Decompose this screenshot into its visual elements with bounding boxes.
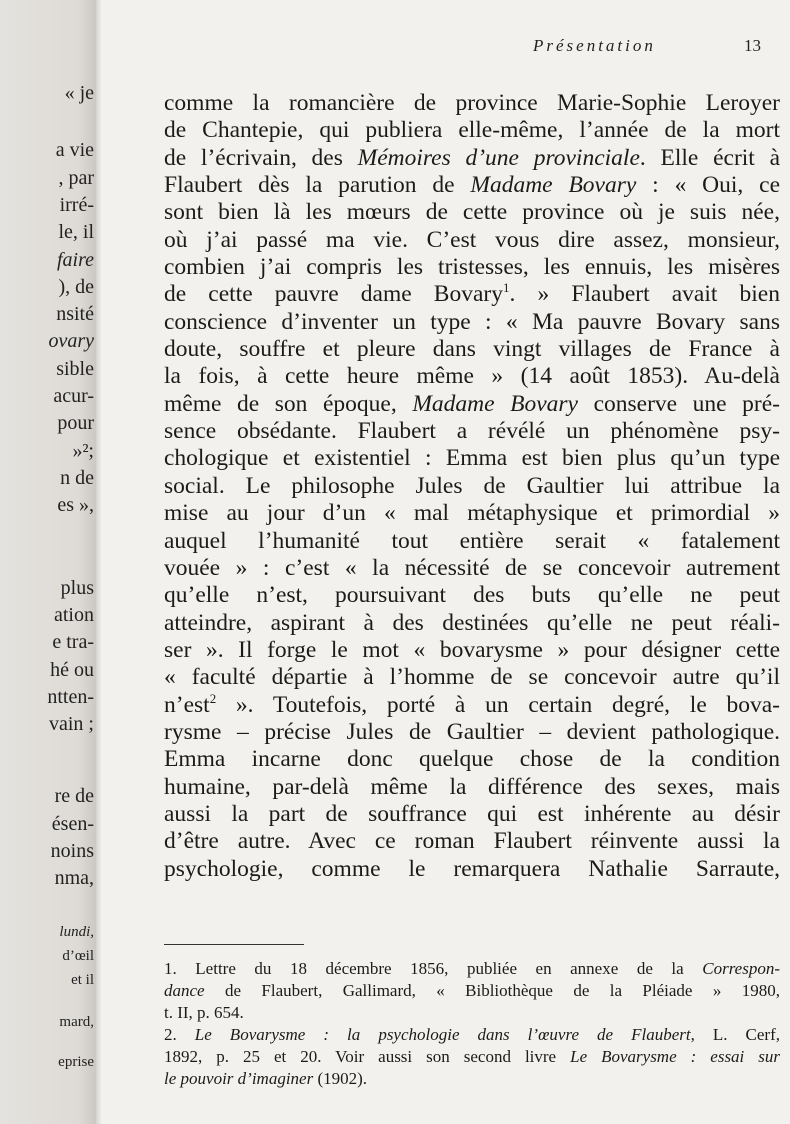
- text-line: [164, 856, 780, 883]
- text-run: psychologie, comme le remarquera Nathalie Sarraute,: [164, 855, 780, 882]
- italic-text: Madame Bovary: [412, 390, 578, 417]
- text-run: ser ». Il forge le mot « bovarysme » pour désigner cette: [164, 636, 780, 663]
- body-text: [164, 90, 780, 883]
- text-run: ». Toutefois, porté à un certain degré, le bova-: [216, 691, 780, 718]
- left-page-text-fragment: ation: [54, 604, 94, 626]
- italic-text: Le Bovarysme : la psychologie dans l’œuvre de Flaubert: [194, 1025, 691, 1044]
- text-run: même de son époque,: [164, 390, 413, 417]
- text-run: , L. Cerf,: [690, 1025, 780, 1044]
- text-line: [164, 336, 780, 363]
- left-page-text-fragment: le, il: [58, 221, 94, 243]
- text-line: [164, 363, 780, 390]
- left-page-text-fragment: e tra-: [52, 631, 94, 653]
- text-run: d’être autre. Avec ce roman Flaubert réinvente aussi la: [164, 828, 780, 855]
- text-run: . » Flaubert avait bien: [509, 281, 780, 308]
- text-run: mise au jour d’un « mal métaphysique et primordial »: [164, 500, 780, 527]
- left-page-text-fragment: hé ou: [50, 659, 94, 681]
- text-run: « faculté départie à l’homme de se concevoir autre qu’il: [164, 664, 780, 691]
- left-page-text-fragment: d’œil: [62, 948, 94, 964]
- text-line: [164, 309, 780, 336]
- left-page-text-fragment: a vie: [55, 139, 94, 161]
- left-page-text-fragment: sible: [56, 358, 94, 380]
- left-page-text-fragment: faire: [56, 249, 94, 271]
- footnote-reference[interactable]: 1: [502, 281, 510, 296]
- italic-text: Madame Bovary: [470, 172, 637, 199]
- text-run: 2.: [164, 1025, 195, 1044]
- text-run: de l’écrivain, des: [164, 144, 358, 171]
- footnote-line: [164, 980, 780, 1002]
- italic-text: Mémoires d’une provinciale: [357, 144, 640, 171]
- running-head: Présentation: [533, 36, 656, 55]
- left-page-text-fragment: es »,: [57, 494, 94, 516]
- text-line: [164, 90, 780, 117]
- text-run: auquel l’humanité tout entière serait « fatalement: [164, 527, 780, 554]
- footnote-line: [164, 958, 780, 980]
- facing-page-left: [0, 0, 98, 1124]
- footnote-line: [164, 1002, 780, 1024]
- text-run: . Elle écrit à: [639, 144, 780, 171]
- left-page-text-fragment: noins: [50, 840, 94, 862]
- left-page-text-fragment: irré-: [59, 194, 94, 216]
- footnote-line: [164, 1024, 780, 1046]
- text-line: [164, 828, 780, 855]
- left-page-text-fragment: ovary: [48, 330, 94, 352]
- text-run: sence obsédante. Flaubert a révélé un phénomène psy-: [164, 418, 780, 445]
- text-run: humaine, par-delà même la différence des sexes, mais: [164, 773, 780, 800]
- left-page-text-fragment: ), de: [58, 276, 94, 298]
- text-run: chologique et existentiel : Emma est bien plus qu’un type: [164, 445, 780, 472]
- text-line: [164, 801, 780, 828]
- text-run: : « Oui, ce: [636, 172, 780, 199]
- left-page-text-fragment: pour: [57, 412, 94, 434]
- text-run: où j’ai passé ma vie. C’est vous dire assez, monsieur,: [164, 226, 780, 253]
- text-run: (1902).: [313, 1069, 368, 1088]
- left-page-text-fragment: vain ;: [49, 713, 94, 735]
- left-page-text-fragment: « je: [64, 82, 94, 104]
- text-run: sont bien là les mœurs de cette province où je suis née,: [164, 199, 780, 226]
- text-run: conserve une pré-: [577, 390, 780, 417]
- text-line: [164, 500, 780, 527]
- footnote-line: [164, 1068, 780, 1090]
- text-line: [164, 664, 780, 691]
- text-run: qu’elle n’est, poursuivant des buts qu’elle ne peut: [164, 582, 780, 609]
- text-line: [164, 555, 780, 582]
- text-line: [164, 528, 780, 555]
- text-run: Flaubert dès la parution de: [164, 172, 471, 199]
- text-run: conscience d’inventer un type : « Ma pauvre Bovary sans: [164, 308, 780, 335]
- italic-text: le pouvoir d’imaginer: [164, 1069, 314, 1088]
- left-page-text-fragment: mard,: [59, 1014, 94, 1030]
- left-page-text-fragment: , par: [58, 167, 94, 189]
- footnote-line: [164, 1046, 780, 1068]
- text-line: [164, 145, 780, 172]
- text-run: 1892, p. 25 et 20. Voir aussi son second livre: [164, 1047, 571, 1066]
- text-line: [164, 637, 780, 664]
- left-page-text-fragment: lundi,: [59, 924, 94, 940]
- italic-text: dance: [164, 981, 205, 1000]
- text-run: social. Le philosophe Jules de Gaultier lui attribue la: [164, 472, 780, 499]
- text-line: [164, 227, 780, 254]
- text-run: atteindre, aspirant à des destinées qu’elle ne peut réali-: [164, 609, 780, 636]
- text-line: [164, 610, 780, 637]
- text-run: de Chantepie, qui publiera elle-même, l’année de la mort: [164, 117, 780, 144]
- text-run: n’est: [164, 691, 210, 718]
- left-page-text-fragment: nma,: [54, 867, 94, 889]
- text-run: Emma incarne donc quelque chose de la condition: [164, 746, 780, 773]
- left-page-text-fragment: et il: [71, 972, 94, 988]
- text-run: t. II, p. 654.: [164, 1003, 244, 1022]
- left-page-text-fragment: eprise: [58, 1054, 94, 1070]
- text-line: [164, 473, 780, 500]
- text-line: [164, 445, 780, 472]
- text-run: combien j’ai compris les tristesses, les ennuis, les misères: [164, 254, 780, 281]
- italic-text: Le Bovarysme : essai sur: [570, 1047, 780, 1066]
- text-line: [164, 746, 780, 773]
- text-run: la fois, à cette heure même » (14 août 1853). Au-delà: [164, 363, 780, 390]
- text-line: [164, 117, 780, 144]
- book-gutter: [96, 0, 106, 1124]
- text-line: [164, 281, 780, 308]
- text-run: doute, souffre et pleure dans vingt villages de France à: [164, 336, 780, 363]
- left-page-text-fragment: acur-: [53, 385, 94, 407]
- text-run: aussi la part de souffrance qui est inhérente au désir: [164, 800, 780, 827]
- text-run: comme la romancière de province Marie-Sophie Leroyer: [164, 90, 780, 116]
- text-line: [164, 692, 780, 719]
- text-run: 1. Lettre du 18 décembre 1856, publiée en annexe de la: [164, 959, 703, 978]
- left-page-text-fragment: ntten-: [47, 686, 94, 708]
- text-run: rysme – précise Jules de Gaultier – devient pathologique.: [164, 718, 780, 745]
- text-line: [164, 254, 780, 281]
- footnotes: [164, 958, 780, 1090]
- text-run: de cette pauvre dame Bovary: [164, 281, 503, 308]
- footnote-divider: [164, 944, 304, 945]
- text-line: [164, 774, 780, 801]
- text-line: [164, 172, 780, 199]
- left-page-text-fragment: re de: [54, 785, 94, 807]
- page-number: 13: [744, 36, 761, 55]
- text-line: [164, 418, 780, 445]
- text-line: [164, 199, 780, 226]
- text-line: [164, 719, 780, 746]
- text-line: [164, 582, 780, 609]
- left-page-text-fragment: ésen-: [51, 813, 94, 835]
- left-page-text-fragment: »²;: [72, 440, 94, 462]
- italic-text: Correspon-: [702, 959, 780, 978]
- left-page-text-fragment: n de: [60, 467, 94, 489]
- text-run: vouée » : c’est « la nécessité de se concevoir autrement: [164, 554, 780, 581]
- text-run: de Flaubert, Gallimard, « Bibliothèque de la Pléiade » 1980,: [204, 981, 780, 1000]
- text-line: [164, 391, 780, 418]
- left-page-text-fragment: nsité: [56, 303, 94, 325]
- left-page-text-fragment: plus: [60, 577, 94, 599]
- footnote-reference[interactable]: 2: [209, 691, 217, 706]
